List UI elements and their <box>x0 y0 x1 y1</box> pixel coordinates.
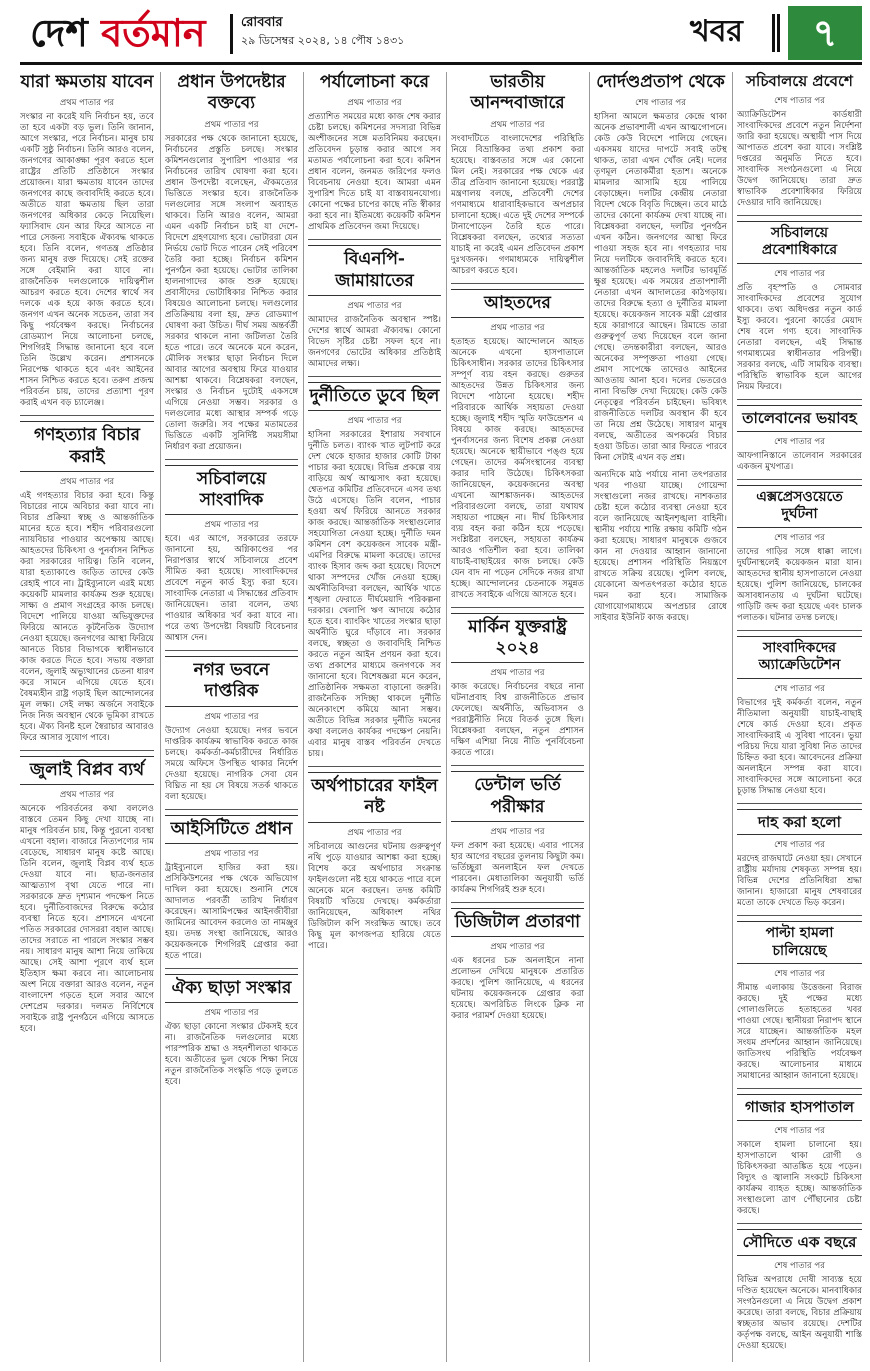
story-body: হতাহত হয়েছে। আন্দোলনে আহত অনেকে এখনো হাসপাতালে চিকিৎসাধীন। সরকার তাদের চিকিৎসার সম্পূর্ণ ব্যয় বহন করছে। গুরুতর আহতদের উন্নত চিকিৎসার জন্য বিদেশে পাঠানো হয়েছে। শহীদ পরিবারকে আর্থিক সহায়তা দেওয়া হচ্ছে। জুলাই শহীদ স্মৃতি ফাউন্ডেশন এ বিষয়ে কাজ করছে। আহতদের পুনর্বাসনের জন্য বিশেষ প্রকল্প নেওয়া হয়েছে। অনেকে স্থায়ীভাবে পঙ্গু হয়ে গেছেন। তাদের কর্মসংস্থানের ব্যবস্থা করার দাবি উঠেছে। চিকিৎসকরা জানিয়েছেন, কয়েকজনের অবস্থা এখনো আশঙ্কাজনক। আহতদের পরিবারগুলো বলছে, তারা যথাযথ সহায়তা পাচ্ছেন না। দীর্ঘ চিকিৎসার ব্যয় বহন করা কঠিন হয়ে পড়েছে। সংশ্লিষ্টরা বলছেন, সহায়তা কার্যক্রম আরও গতিশীল করা হবে। তালিকা যাচাই-বাছাইয়ের কাজ চলছে। কেউ যেন বাদ না পড়েন সেদিকে নজর রাখা হচ্ছে। আন্দোলনের চেতনাকে সমুন্নত রাখতে সবাইকে এগিয়ে আসতে হবে। <box>451 336 584 600</box>
column-rule <box>732 72 733 1362</box>
column-4 <box>451 70 584 1365</box>
headline[interactable]: বিএনপি-জামায়াতের <box>308 245 441 296</box>
story-divider <box>737 915 862 916</box>
story <box>594 72 727 464</box>
headline[interactable]: সাংবাদিকদের অ্যাক্রেডিটেশন <box>737 636 862 679</box>
byline: প্রথম পাতার পর <box>204 711 259 722</box>
story-body: প্রতি বৃহস্পতি ও সোমবার সাংবাদিকদের প্রবেশের সুযোগ থাকবে। তথ্য অধিদপ্তর নতুন কার্ড ইস্যু করবে। পুরনো কার্ডের মেয়াদ শেষ বলে গণ্য হবে। সাংবাদিক নেতারা বলছেন, এই সিদ্ধান্ত গণমাধ্যমের স্বাধীনতার পরিপন্থী। সরকার বলছে, এটি সাময়িক ব্যবস্থা। পরিস্থিতি স্বাভাবিক হলে আগের নিয়ম ফিরবে। <box>737 282 862 392</box>
headline[interactable]: তালেবানের ভয়াবহ <box>737 405 862 432</box>
column-6 <box>737 70 862 1365</box>
publication-date: ২৯ ডিসেম্বর ২০২৪, ১৪ পৌষ ১৪৩১ <box>241 34 405 47</box>
story-body: সংস্কার না করেই যদি নির্বাচন হয়, তবে তা হবে একটা বড় ভুল। তিনি জানান, আগে সংস্কার, পরে নির্বাচন। মানুষ চায় একটি সুষ্ঠু নির্বাচন। তিনি আরও বলেন, জনগণের আকাঙ্ক্ষা পূরণ করতে হলে রাষ্ট্রের প্রতিটি প্রতিষ্ঠানে সংস্কার প্রয়োজন। যারা ক্ষমতায় যাবেন তাদের জনগণের কাছে জবাবদিহি করতে হবে। অতীতে যারা ক্ষমতায় ছিল তারা জনগণের অধিকার কেড়ে নিয়েছিল। ফ্যাসিবাদ যেন আর ফিরে আসতে না পারে সেজন্য সবাইকে ঐক্যবদ্ধ থাকতে হবে। তিনি বলেন, গণতন্ত্র প্রতিষ্ঠার জন্য মানুষ রক্ত দিয়েছে। সেই রক্তের সঙ্গে বেইমানি করা যাবে না। রাজনৈতিক দলগুলোকে দায়িত্বশীল আচরণ করতে হবে। দেশের স্বার্থে সব দলকে এক হয়ে কাজ করতে হবে। জনগণ এখন অনেক সচেতন, তারা সব কিছু পর্যবেক্ষণ করছে। নির্বাচনের রোডম্যাপ নিয়ে আলোচনা চলছে, শিগগিরই সিদ্ধান্ত জানানো হবে বলে তিনি উল্লেখ করেন। প্রশাসনকে নিরপেক্ষ থাকতে হবে এবং আইনের শাসন নিশ্চিত করতে হবে। তরুণ প্রজন্ম পরিবর্তন চায়, তাদের প্রত্যাশা পূরণ করাই এখন বড় চ্যালেঞ্জ। <box>20 112 154 409</box>
story-body: কাজ করেছে। নির্বাচনের বছরে নানা ঘটনাপ্রবাহ বিশ্ব রাজনীতিতে প্রভাব ফেলেছে। অর্থনীতি, অভিবাসন ও পররাষ্ট্রনীতি নিয়ে বিতর্ক তুঙ্গে ছিল। বিশ্লেষকরা বলছেন, নতুন প্রশাসন দক্ষিণ এশিয়া নিয়ে নীতি পুনর্বিবেচনা করতে পারে। <box>451 682 584 759</box>
story-body: এক ধরনের চক্র অনলাইনে নানা প্রলোভন দেখিয়ে মানুষকে প্রতারিত করছে। পুলিশ জানিয়েছে, এ ধরনের ঘটনায় কয়েকজনকে গ্রেপ্তার করা হয়েছে। অপরিচিত লিংকে ক্লিক না করার পরামর্শ দেওয়া হয়েছে। <box>451 956 584 1021</box>
story <box>451 771 584 896</box>
story-body: তাদের গাড়ির সঙ্গে ধাক্কা লাগে। দুর্ঘটনাস্থলেই কয়েকজন মারা যান। আহতদের স্থানীয় হাসপাতালে নেওয়া হয়েছে। পুলিশ জানিয়েছে, চালকের অসাবধানতায় এ দুর্ঘটনা ঘটেছে। গাড়িটি জব্দ করা হয়েছে এবং চালক পলাতক। ঘটনার তদন্ত চলছে। <box>737 546 862 623</box>
masthead-rule <box>20 62 862 65</box>
story <box>451 613 584 760</box>
headline[interactable]: নগর ভবনে দাপ্তরিক <box>165 656 298 707</box>
headline[interactable]: ঐক্য ছাড়া সংস্কার <box>165 974 298 1003</box>
column-rule <box>446 72 447 1362</box>
byline: শেষ পাতার পর <box>774 532 825 543</box>
byline: শেষ পাতার পর <box>774 268 825 279</box>
headline[interactable]: সচিবালয়ে প্রবেশাধিকারে <box>737 221 862 264</box>
column-rule <box>160 72 161 1362</box>
column-3 <box>308 70 441 1365</box>
story <box>308 382 441 760</box>
byline: প্রথম পাতার পর <box>204 848 259 859</box>
story-divider <box>451 607 584 608</box>
byline: শেষ পাতার পর <box>635 98 686 109</box>
story-body: বিভিন্ন অপরাধে দোষী সাব্যস্ত হয়ে দণ্ডিত হয়েছেন অনেকে। মানবাধিকার সংগঠনগুলো এ নিয়ে উদ্বেগ প্রকাশ করেছে। তারা বলছে, বিচার প্রক্রিয়ায় স্বচ্ছতার অভাব রয়েছে। দেশটির কর্তৃপক্ষ বলছে, আইন অনুযায়ী শাস্তি দেওয়া হয়েছে। <box>737 1274 862 1351</box>
story <box>165 815 298 962</box>
story <box>20 756 154 1035</box>
byline: শেষ পাতার পর <box>774 683 825 694</box>
byline: প্রথম পাতার পর <box>347 98 402 109</box>
story-body: ট্রাইব্যুনালে হাজির করা হয়। প্রসিকিউশনের পক্ষ থেকে অভিযোগ দাখিল করা হয়েছে। শুনানি শেষে আদালত পরবর্তী তারিখ নির্ধারণ করেছেন। আসামিপক্ষের আইনজীবীরা জামিনের আবেদন করলেও তা নামঞ্জুর হয়। তদন্ত সংস্থা জানিয়েছে, আরও কয়েকজনকে শিগগিরই গ্রেপ্তার করা হতে পারে। <box>165 862 298 961</box>
headline[interactable]: যারা ক্ষমতায় যাবেন <box>20 72 154 92</box>
byline: প্রথম পাতার পর <box>347 416 402 426</box>
byline: প্রথম পাতার পর <box>347 300 402 311</box>
story-body: মরদেহ রাজঘাটে নেওয়া হয়। সেখানে রাষ্ট্রীয় মর্যাদায় শেষকৃত্য সম্পন্ন হয়। বিভিন্ন দেশের প্রতিনিধিরা শ্রদ্ধা জানান। হাজারো মানুষ শেষবারের মতো তাকে দেখতে ভিড় করেন। <box>737 854 862 909</box>
story-divider <box>737 1088 862 1089</box>
headline[interactable]: ভারতীয় আনন্দবাজারে <box>470 72 565 114</box>
logo-part-2: বর্তমান <box>101 10 206 55</box>
column-rule <box>303 72 304 1362</box>
column-rule <box>589 72 590 1362</box>
story-body: আমাদের রাজনৈতিক অবস্থান স্পষ্ট। দেশের স্বার্থে আমরা ঐক্যবদ্ধ। কোনো বিভেদ সৃষ্টির চেষ্টা সফল হবে না। জনগণের ভোটের অধিকার প্রতিষ্ঠাই আমাদের লক্ষ্য। <box>308 314 441 369</box>
byline: শেষ পাতার পর <box>774 436 825 447</box>
story-body: বিভাগের দুই কর্মকর্তা বলেন, নতুন নীতিমালা অনুযায়ী যাচাই-বাছাই শেষে কার্ড দেওয়া হবে। প্রকৃত সাংবাদিকরাই এ সুবিধা পাবেন। ভুয়া পরিচয় দিয়ে যারা সুবিধা নিত তাদের চিহ্নিত করা হবে। আবেদনের প্রক্রিয়া অনলাইনে সম্পন্ন করা যাবে। সাংবাদিকদের সঙ্গে আলোচনা করে চূড়ান্ত সিদ্ধান্ত নেওয়া হবে। <box>737 697 862 796</box>
column-2 <box>165 70 298 1365</box>
story-body: সংবাদটিতে বাংলাদেশের পরিস্থিতি নিয়ে বিভ্রান্তিকর তথ্য প্রকাশ করা হয়েছে। বাস্তবতার সঙ্গে এর কোনো মিল নেই। সরকারের পক্ষ থেকে এর তীব্র প্রতিবাদ জানানো হয়েছে। পররাষ্ট্র মন্ত্রণালয় বলছে, প্রতিবেশী দেশের গণমাধ্যমে ধারাবাহিকভাবে অপপ্রচার চালানো হচ্ছে। এতে দুই দেশের সম্পর্কে টানাপোড়েন তৈরি হতে পারে। বিশ্লেষকরা বলছেন, তথ্যের সত্যতা যাচাই না করেই এমন প্রতিবেদন প্রকাশ দুঃখজনক। গণমাধ্যমকে দায়িত্বশীল আচরণ করতে হবে। <box>451 133 584 276</box>
headline[interactable]: পাল্টা হামলা চালিয়েছে <box>737 921 862 964</box>
story <box>737 921 862 1082</box>
newspaper-logo <box>30 10 206 56</box>
headline[interactable]: এক্সপ্রেসওয়েতে দুর্ঘটনা <box>737 485 862 528</box>
story-divider <box>165 459 298 460</box>
story-divider <box>737 399 862 400</box>
headline[interactable]: আহতদের <box>451 289 584 318</box>
headline[interactable]: জুলাই বিপ্লব ব্যর্থ <box>20 756 154 785</box>
byline: প্রথম পাতার পর <box>204 1008 259 1018</box>
story <box>165 974 298 1088</box>
story-body: ফল প্রকাশ করা হয়েছে। এবার পাসের হার আগের বছরের তুলনায় কিছুটা কম। ভর্তিচ্ছুরা অনলাইনে ফল দেখতে পারবেন। মেধাতালিকা অনুযায়ী ভর্তি কার্যক্রম শিগগিরই শুরু হবে। <box>451 840 584 895</box>
story-divider <box>308 766 441 767</box>
date-block <box>230 14 470 54</box>
story <box>451 289 584 601</box>
byline: শেষ পাতার পর <box>774 1126 825 1136</box>
byline: প্রথম পাতার পর <box>59 476 115 487</box>
story-body: সচিবালয়ে আগুনের ঘটনায় গুরুত্বপূর্ণ নথি পুড়ে যাওয়ার আশঙ্কা করা হচ্ছে। বিশেষ করে অর্থপাচার সংক্রান্ত ফাইলগুলো নষ্ট হয়ে থাকতে পারে বলে অনেকে মনে করছেন। তদন্ত কমিটি বিষয়টি খতিয়ে দেখছে। কর্মকর্তারা জানিয়েছেন, অধিকাংশ নথির ডিজিটাল কপি সংরক্ষিত আছে। তবে কিছু মূল কাগজপত্র হারিয়ে যেতে পারে। <box>308 841 441 951</box>
day-of-week: রোববার <box>241 15 283 30</box>
byline: প্রথম পাতার পর <box>347 827 402 838</box>
section-name: খবর <box>690 14 743 49</box>
story-body: অ্যাক্রিডিটেশন কার্ডধারী সাংবাদিকদের প্রবেশে নতুন নির্দেশনা জারি করা হয়েছে। অস্থায়ী পাস দিয়ে আপাতত প্রবেশ করা যাবে। সংশ্লিষ্ট দপ্তরের অনুমতি নিতে হবে। সাংবাদিক সংগঠনগুলো এ নিয়ে উদ্বেগ জানিয়েছে। তারা দ্রুত স্বাভাবিক প্রবেশাধিকার ফিরিয়ে দেওয়ার দাবি জানিয়েছে। <box>737 109 862 208</box>
headline[interactable]: অর্থপাচারের ফাইল নষ্ট <box>308 772 441 823</box>
story <box>737 405 862 473</box>
story <box>308 245 441 370</box>
story-divider <box>451 902 584 903</box>
byline: প্রথম পাতার পর <box>490 826 545 837</box>
story <box>737 809 862 910</box>
story-divider <box>308 239 441 240</box>
headline[interactable]: সচিবালয়ে প্রবেশে <box>746 72 853 90</box>
headline[interactable]: গণহত্যার বিচার করাই <box>20 421 154 472</box>
story-body: সীমান্ত এলাকায় উত্তেজনা বিরাজ করছে। দুই পক্ষের মধ্যে গোলাগুলিতে হতাহতের খবর পাওয়া গেছে। স্থানীয়রা নিরাপদ স্থানে সরে যাচ্ছেন। আন্তর্জাতিক মহল সংযম প্রদর্শনের আহ্বান জানিয়েছে। জাতিসংঘ পরিস্থিতি পর্যবেক্ষণ করছে। আলোচনার মাধ্যমে সমাধানের আহ্বান জানানো হয়েছে। <box>737 983 862 1082</box>
story <box>737 636 862 797</box>
story-divider <box>737 1223 862 1224</box>
headline[interactable]: সৌদিতে এক বছরে <box>737 1229 862 1256</box>
story-divider <box>737 215 862 216</box>
story <box>165 465 298 645</box>
headline[interactable]: সচিবালয়ে সাংবাদিক <box>165 465 298 516</box>
story-divider <box>20 750 154 751</box>
story-body: আফগানিস্তানে তালেবান সরকারের একজন মুখপাত্র। <box>737 450 862 472</box>
story-body: ঐক্য ছাড়া কোনো সংস্কার টেকসই হবে না। রাজনৈতিক দলগুলোর মধ্যে পারস্পরিক শ্রদ্ধা ও সহনশীলতা থাকতে হবে। অতীতের ভুল থেকে শিক্ষা নিয়ে নতুন রাজনৈতিক সংস্কৃতি গড়ে তুলতে হবে। <box>165 1022 298 1087</box>
story-divider <box>451 283 584 284</box>
story <box>308 72 441 233</box>
story-body: উদ্যোগ নেওয়া হয়েছে। নগর ভবনে দাপ্তরিক কার্যক্রম স্বাভাবিক করতে কাজ চলছে। কর্মকর্তা-কর্মচারীদের নির্ধারিত সময়ে অফিসে উপস্থিত থাকার নির্দেশ দেওয়া হয়েছে। নাগরিক সেবা যেন বিঘ্নিত না হয় সে বিষয়ে সতর্ক থাকতে বলা হয়েছে। <box>165 725 298 802</box>
story-divider <box>737 479 862 480</box>
byline: প্রথম পাতার পর <box>490 119 545 130</box>
story-divider <box>737 803 862 804</box>
story <box>737 72 862 209</box>
story-body: হাসিনা সরকারের ইশারায় সবখানে দুর্নীতি চলত। ব্যাংক খাত লুটপাট করে দেশ থেকে হাজার হাজার কোটি টাকা পাচার করা হয়েছে। বিভিন্ন প্রকল্পে ব্যয় বাড়িয়ে অর্থ আত্মসাৎ করা হয়েছে। শ্বেতপত্র কমিটির প্রতিবেদনে এসব তথ্য উঠে এসেছে। তিনি বলেন, পাচার হওয়া অর্থ ফিরিয়ে আনতে সরকার কাজ করছে। আন্তর্জাতিক সংস্থাগুলোর সহযোগিতা নেওয়া হচ্ছে। দুর্নীতি দমন কমিশন বেশ কয়েকজন সাবেক মন্ত্রী-এমপির বিরুদ্ধে মামলা করেছে। তাদের ব্যাংক হিসাব জব্দ করা হয়েছে। বিদেশে থাকা সম্পদের খোঁজ নেওয়া হচ্ছে। অর্থনীতিবিদরা বলছেন, আর্থিক খাতে শৃঙ্খলা ফেরাতে দীর্ঘমেয়াদি পরিকল্পনা দরকার। খেলাপি ঋণ আদায়ে কঠোর হতে হবে। ব্যাংকিং খাতের সংস্কার ছাড়া অর্থনীতি ঘুরে দাঁড়াবে না। সরকার বলছে, স্বচ্ছতা ও জবাবদিহি নিশ্চিত করতে নতুন আইন প্রণয়ন করা হবে। তথ্য প্রকাশের মাধ্যমে জনগণকে সব জানানো হবে। বিশেষজ্ঞরা মনে করেন, প্রাতিষ্ঠানিক সক্ষমতা বাড়ানো জরুরি। রাজনৈতিক সদিচ্ছা থাকলে দুর্নীতি অনেকাংশে কমিয়ে আনা সম্ভব। অতীতে বিভিন্ন সরকার দুর্নীতি দমনের কথা বললেও কার্যকর পদক্ষেপ নেয়নি। এবার মানুষ বাস্তব পরিবর্তন দেখতে চায়। <box>308 430 441 759</box>
headline[interactable]: ডিজিটাল প্রতারণা <box>451 908 584 937</box>
story-divider <box>165 650 298 651</box>
byline: প্রথম পাতার পর <box>59 98 115 109</box>
byline: প্রথম পাতার পর <box>59 790 115 800</box>
byline: শেষ পাতার পর <box>774 840 825 851</box>
story-divider <box>308 376 441 377</box>
story <box>20 72 154 409</box>
story-continuation <box>594 470 727 624</box>
column-1 <box>20 70 154 1365</box>
story-body: সরকারের পক্ষ থেকে জানানো হয়েছে, নির্বাচনের প্রস্তুতি চলছে। সংস্কার কমিশনগুলোর সুপারিশ পাওয়ার পর নির্বাচনের তারিখ ঘোষণা করা হবে। প্রধান উপদেষ্টা বলেছেন, ঐকমত্যের ভিত্তিতে সংস্কার হবে। রাজনৈতিক দলগুলোর সঙ্গে সংলাপ অব্যাহত থাকবে। তিনি আরও বলেন, আমরা এমন একটি নির্বাচন চাই যা দেশে-বিদেশে গ্রহণযোগ্য হবে। ভোটাররা যেন নির্ভয়ে ভোট দিতে পারেন সেই পরিবেশ তৈরি করা হচ্ছে। নির্বাচন কমিশন পুনর্গঠন করা হয়েছে। ভোটার তালিকা হালনাগাদের কাজ শুরু হয়েছে। প্রবাসীদের ভোটাধিকার নিশ্চিত করার বিষয়েও আলোচনা চলছে। দলগুলোর প্রতিক্রিয়ায় বলা হয়, দ্রুত রোডম্যাপ ঘোষণা করা উচিত। দীর্ঘ সময় অন্তর্বর্তী সরকার থাকলে নানা জটিলতা তৈরি হতে পারে। তবে অনেকে মনে করেন, মৌলিক সংস্কার ছাড়া নির্বাচন দিলে আবার আগের অবস্থায় ফিরে যাওয়ার আশঙ্কা থাকবে। বিশ্লেষকরা বলছেন, সংস্কার ও নির্বাচন দুটোই একসঙ্গে এগিয়ে নেওয়া সম্ভব। সরকার ও দলগুলোর মধ্যে আস্থার সম্পর্ক গড়ে তোলা জরুরি। সব পক্ষের মতামতের ভিত্তিতে একটি সুনির্দিষ্ট সময়সীমা নির্ধারণ করা প্রয়োজন। <box>165 133 298 452</box>
headline[interactable]: প্রধান উপদেষ্টার বক্তব্যে <box>177 72 286 114</box>
story <box>737 485 862 624</box>
story-divider <box>737 630 862 631</box>
byline: প্রথম পাতার পর <box>490 942 545 952</box>
story-divider <box>165 809 298 810</box>
story <box>308 772 441 952</box>
page-number: ৭ <box>788 6 862 60</box>
story <box>165 72 298 453</box>
story-body: সকালে হামলা চালানো হয়। হাসপাতালে থাকা রোগী ও চিকিৎসকরা আতঙ্কিত হয়ে পড়েন। বিদ্যুৎ ও জ্বালানি সংকটে চিকিৎসা কার্যক্রম ব্যাহত হচ্ছে। আন্তর্জাতিক সংস্থাগুলো ত্রাণ পৌঁছানোর চেষ্টা করছে। <box>737 1140 862 1216</box>
story-body: হাসিনা আমলে ক্ষমতার কেন্দ্রে থাকা অনেক প্রভাবশালী এখন আত্মগোপনে। কেউ কেউ বিদেশে পালিয়ে গেছেন। একসময় যাদের দাপটে সবাই তটস্থ থাকত, তারা এখন খোঁজ নেই। দলের তৃণমূল নেতাকর্মীরা হতাশ। অনেকে মামলার আসামি হয়ে পালিয়ে বেড়াচ্ছেন। দলটির কেন্দ্রীয় নেতারা বিদেশ থেকে বিবৃতি দিচ্ছেন। তবে মাঠে তাদের কোনো কার্যক্রম দেখা যাচ্ছে না। বিশ্লেষকরা বলছেন, দলটির পুনর্গঠন এখন কঠিন। জনগণের আস্থা ফিরে পাওয়া সহজ হবে না। গণহত্যার দায় নিয়ে দলটিকে জবাবদিহি করতে হবে। আন্তর্জাতিক মহলেও দলটির ভাবমূর্তি ক্ষুণ্ণ হয়েছে। এক সময়ের প্রতাপশালী নেতারা এখন আদালতের কাঠগড়ায়। তাদের বিরুদ্ধে হত্যা ও দুর্নীতির মামলা হয়েছে। কয়েকজন সাবেক মন্ত্রী গ্রেপ্তার হয়ে কারাগারে আছেন। রিমান্ডে তারা গুরুত্বপূর্ণ তথ্য দিয়েছেন বলে জানা গেছে। তদন্তকারীরা বলছেন, আরও অনেকের সম্পৃক্ততা পাওয়া গেছে। প্রমাণ সাপেক্ষে তাদেরও আইনের আওতায় আনা হবে। দলের ভেতরেও নানা বিভক্তি দেখা দিয়েছে। কেউ কেউ নেতৃত্বের পরিবর্তন চাইছেন। ভবিষ্যৎ রাজনীতিতে দলটির অবস্থান কী হবে তা নিয়ে প্রশ্ন উঠেছে। সাধারণ মানুষ বলছে, অতীতের অপকর্মের বিচার হওয়া উচিত। তারা আর ফিরতে পারবে কিনা সেটাই এখন বড় প্রশ্ন। <box>594 112 727 464</box>
byline: শেষ পাতার পর <box>774 95 825 106</box>
story <box>165 656 298 803</box>
story-body: অনেকে পরিবর্তনের কথা বললেও বাস্তবে তেমন কিছু দেখা যাচ্ছে না। মানুষ পরিবর্তন চায়, কিন্তু পুরনো ব্যবস্থা এখনো বহাল। বাজারে নিত্যপণ্যের দাম বেড়েছে, সাধারণ মানুষ কষ্টে আছে। তিনি বলেন, জুলাই বিপ্লব ব্যর্থ হতে দেওয়া যাবে না। ছাত্র-জনতার আত্মত্যাগ বৃথা যেতে পারে না। সরকারকে দ্রুত দৃশ্যমান পদক্ষেপ নিতে হবে। দুর্নীতিবাজদের বিরুদ্ধে কঠোর ব্যবস্থা নিতে হবে। প্রশাসনে এখনো পতিত সরকারের দোসররা বহাল আছে। তাদের সরাতে না পারলে সংস্কার সম্ভব নয়। সাধারণ মানুষ আশা নিয়ে তাকিয়ে আছে। সেই আশা পূরণে ব্যর্থ হলে ইতিহাস ক্ষমা করবে না। আলোচনায় অংশ নিয়ে বক্তারা আরও বলেন, নতুন বাংলাদেশ গড়তে হলে সবার আগে দেশপ্রেম দরকার। দলমত নির্বিশেষে সবাইকে রাষ্ট্র পুনর্গঠনে এগিয়ে আসতে হবে। <box>20 804 154 1034</box>
headline[interactable]: দুর্নীতিতে ডুবে ছিল <box>308 382 441 411</box>
column-5 <box>594 70 727 1365</box>
byline: শেষ পাতার পর <box>774 1260 825 1271</box>
story <box>737 1094 862 1217</box>
byline: শেষ পাতার পর <box>774 969 825 980</box>
byline: প্রথম পাতার পর <box>490 668 545 679</box>
story-body: হবে। এর আগে, সরকারের তরফে জানানো হয়, অগ্নিকাণ্ডের পর নিরাপত্তার স্বার্থে সচিবালয়ে প্রবেশ সীমিত করা হয়েছে। সাংবাদিকদের প্রবেশে নতুন কার্ড ইস্যু করা হবে। সাংবাদিক নেতারা এ সিদ্ধান্তের প্রতিবাদ জানিয়েছেন। তারা বলেন, তথ্য পাওয়ার অধিকার খর্ব করা যাবে না। পরে তথ্য উপদেষ্টা বিষয়টি বিবেচনার আশ্বাস দেন। <box>165 534 298 643</box>
story <box>737 221 862 393</box>
headline[interactable]: গাজার হাসপাতাল <box>737 1094 862 1121</box>
masthead <box>0 0 870 66</box>
story-body: প্রত্যাশিত সময়ের মধ্যে কাজ শেষ করার চেষ্টা চলছে। কমিশনের সদস্যরা বিভিন্ন অংশীজনের সঙ্গে মতবিনিময় করছেন। প্রতিবেদন চূড়ান্ত করার আগে সব মতামত পর্যালোচনা করা হবে। কমিশন প্রধান বলেন, জনমত জরিপের ফলও বিবেচনায় নেওয়া হবে। আমরা এমন সুপারিশ দিতে চাই যা বাস্তবায়নযোগ্য। কোনো পক্ষের চাপের কাছে নতি স্বীকার করা হবে না। ইতিমধ্যে কয়েকটি কমিশন প্রাথমিক প্রতিবেদন জমা দিয়েছে। <box>308 112 441 233</box>
story <box>20 421 154 744</box>
section-separator <box>772 14 780 52</box>
story <box>451 72 584 277</box>
byline: প্রথম পাতার পর <box>204 119 259 130</box>
logo-part-1: দেশ <box>30 10 88 55</box>
story <box>737 1229 862 1352</box>
byline: প্রথম পাতার পর <box>490 322 545 333</box>
headline[interactable]: দাহ করা হলো <box>737 809 862 836</box>
headline[interactable]: দোর্দণ্ডপ্রতাপ থেকে <box>596 72 725 92</box>
byline: প্রথম পাতার পর <box>204 520 259 530</box>
headline[interactable]: পর্যালোচনা করে <box>320 72 429 92</box>
story <box>451 908 584 1022</box>
story-divider <box>451 765 584 766</box>
headline[interactable]: আইসিটিতে প্রধান <box>165 815 298 844</box>
story-divider <box>165 968 298 969</box>
story-body: অন্যদিকে মাঠ পর্যায়ে নানা তৎপরতার খবর পাওয়া যাচ্ছে। গোয়েন্দা সংস্থাগুলো নজর রাখছে। নাশকতার চেষ্টা হলে কঠোর ব্যবস্থা নেওয়া হবে বলে জানিয়েছে আইনশৃঙ্খলা বাহিনী। স্থানীয় পর্যায়ে শান্তি রক্ষায় কমিটি গঠন করা হয়েছে। সাধারণ মানুষকে গুজবে কান না দেওয়ার আহ্বান জানানো হয়েছে। প্রশাসন পরিস্থিতি নিয়ন্ত্রণে রাখতে সক্রিয় রয়েছে। পুলিশ বলছে, যেকোনো অপতৎপরতা কঠোর হাতে দমন করা হবে। সামাজিক যোগাযোগমাধ্যমে অপপ্রচার রোধে সাইবার ইউনিট কাজ করছে। <box>594 470 727 624</box>
headline[interactable]: ডেন্টাল ভর্তি পরীক্ষার <box>451 771 584 822</box>
story-divider <box>20 415 154 416</box>
story-body: এই গণহত্যার বিচার করা হবে। কিন্তু বিচারের নামে অবিচার করা যাবে না। বিচার প্রক্রিয়া স্বচ্ছ ও আন্তর্জাতিক মানের হতে হবে। শহীদ পরিবারগুলো ন্যায়বিচার পাওয়ার অপেক্ষায় আছে। আহতদের চিকিৎসা ও পুনর্বাসন নিশ্চিত করা সরকারের দায়িত্ব। তিনি বলেন, যারা হত্যাকাণ্ডে জড়িত তাদের কেউ রেহাই পাবে না। ট্রাইব্যুনালে এরই মধ্যে কয়েকটি মামলার কার্যক্রম শুরু হয়েছে। সাক্ষ্য ও প্রমাণ সংগ্রহের কাজ চলছে। বিদেশে পালিয়ে যাওয়া অভিযুক্তদের ফিরিয়ে আনতে কূটনৈতিক উদ্যোগ নেওয়া হয়েছে। জনগণের আস্থা ফিরিয়ে আনতে বিচার বিভাগকে স্বাধীনভাবে কাজ করতে দিতে হবে। সভায় বক্তারা বলেন, জুলাই অভ্যুত্থানের চেতনা ধারণ করে সামনে এগিয়ে যেতে হবে। বৈষম্যহীন রাষ্ট্র গড়াই ছিল আন্দোলনের মূল লক্ষ্য। সেই লক্ষ্য অর্জনে সবাইকে নিজ নিজ অবস্থান থেকে ভূমিকা রাখতে হবে। ঐক্য বিনষ্ট হলে স্বৈরাচার আবারও ফিরে আসার সুযোগ পাবে। <box>20 490 154 743</box>
headline[interactable]: মার্কিন যুক্তরাষ্ট্র ২০২৪ <box>451 613 584 664</box>
